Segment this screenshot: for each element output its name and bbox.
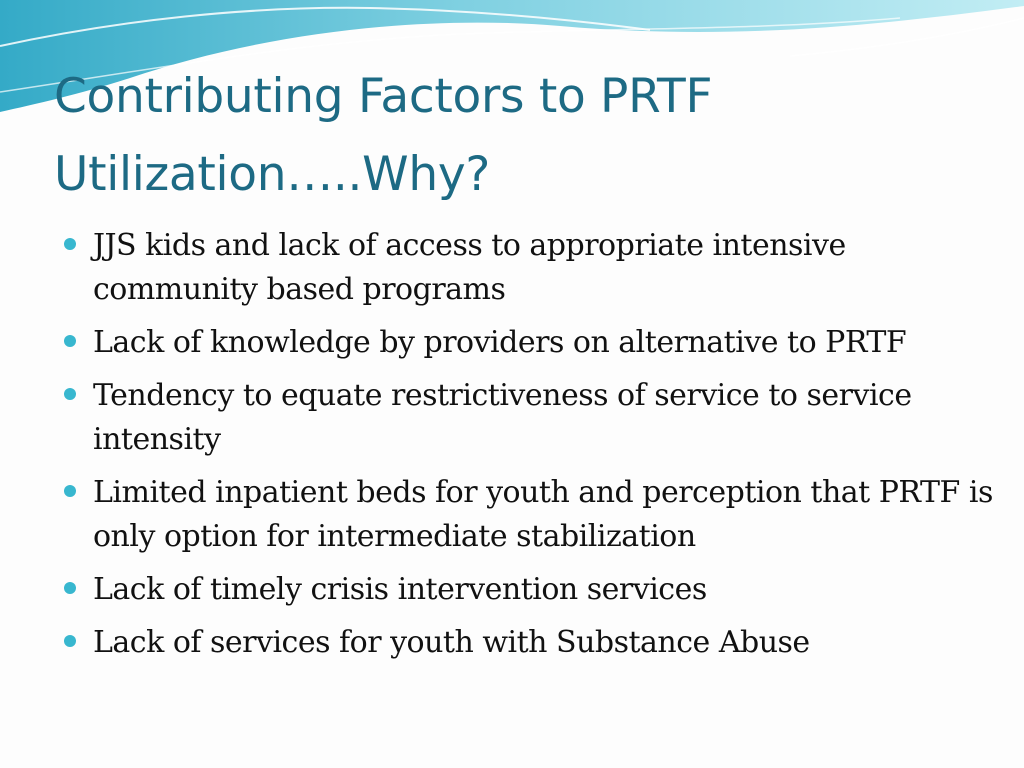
bullet-list — [64, 224, 994, 674]
bullet-item — [64, 374, 994, 462]
bullet-item — [64, 568, 994, 612]
round-bullet-icon — [64, 485, 76, 497]
bullet-item — [64, 321, 994, 365]
bullet-item — [64, 471, 994, 559]
round-bullet-icon — [64, 635, 76, 647]
bullet-text: Tendency to equate restrictiveness of service to service intensity — [93, 378, 912, 457]
round-bullet-icon — [64, 238, 76, 250]
bullet-item — [64, 621, 994, 665]
slide-title — [54, 58, 994, 214]
slide-title-line-2: Utilization…..Why? — [54, 147, 491, 202]
bullet-text: Lack of services for youth with Substance Abuse — [93, 625, 810, 660]
round-bullet-icon — [64, 388, 76, 400]
bullet-text: Limited inpatient beds for youth and perception that PRTF is only option for intermediate stabilization — [93, 475, 993, 554]
round-bullet-icon — [64, 335, 76, 347]
round-bullet-icon — [64, 582, 76, 594]
bullet-text: JJS kids and lack of access to appropriate intensive community based programs — [93, 228, 846, 307]
bullet-text: Lack of knowledge by providers on alternative to PRTF — [93, 325, 907, 360]
slide-title-line-1: Contributing Factors to PRTF — [54, 69, 713, 124]
bullet-text: Lack of timely crisis intervention services — [93, 572, 707, 607]
bullet-item — [64, 224, 994, 312]
